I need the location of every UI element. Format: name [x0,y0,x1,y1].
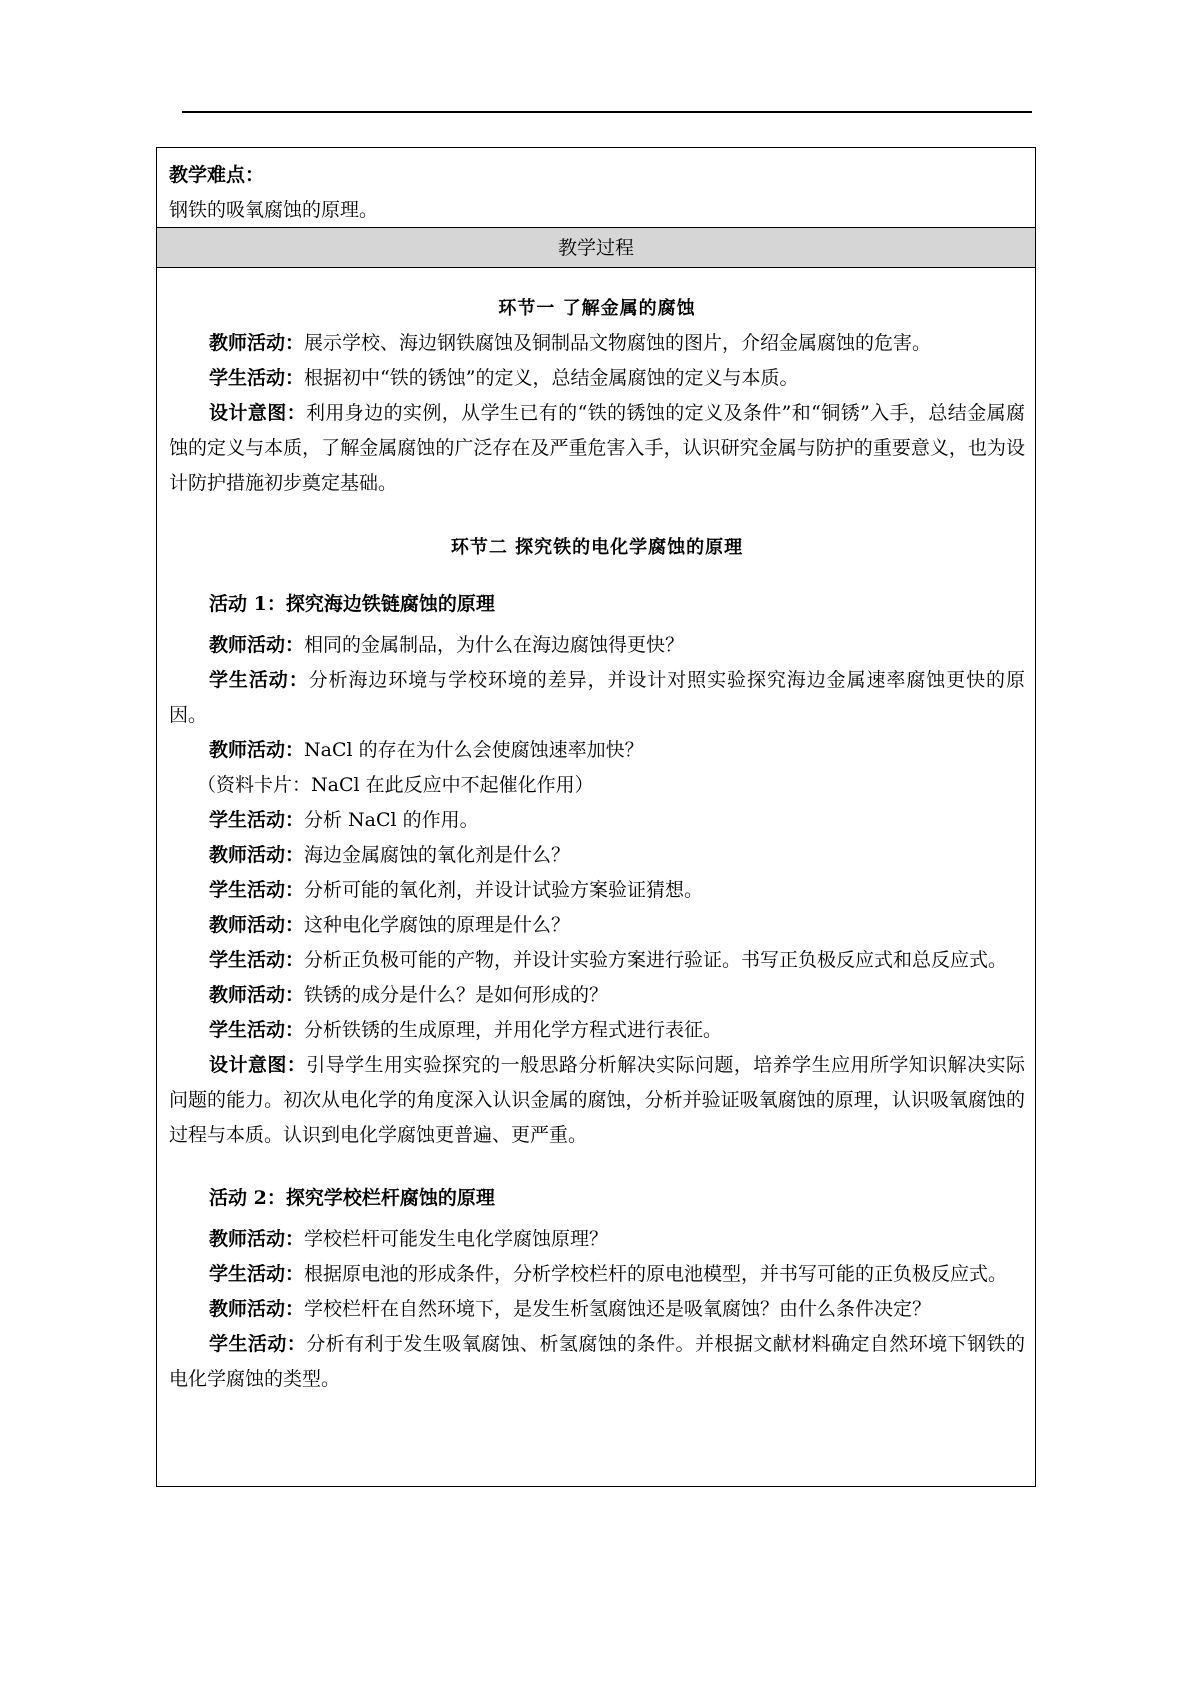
activity1-item: 学生活动：分析海边环境与学校环境的差异，并设计对照实验探究海边金属速率腐蚀更快的原因。 [169,669,1025,726]
process-header: 教学过程 [157,228,1035,268]
activity1-design: 设计意图：引导学生用实验探究的一般思路分析解决实际问题，培养学生应用所学知识解决实际问题的能力。初次从电化学的角度深入认识金属的腐蚀，分析并验证吸氧腐蚀的原理，认识吸氧腐蚀的过程与本质。认识到电化学腐蚀更普遍、更严重。 [169,1054,1025,1146]
activity1-title: 活动 1：探究海边铁链腐蚀的原理 [209,593,495,615]
activity2-item: 教师活动：学校栏杆在自然环境下，是发生析氢腐蚀还是吸氧腐蚀？由什么条件决定？ [209,1298,932,1320]
activity2-item: 学生活动：根据原电池的形成条件，分析学校栏杆的原电池模型，并书写可能的正负极反应式。 [209,1263,1008,1285]
section1-design: 设计意图：利用身边的实例，从学生已有的“铁的锈蚀的定义及条件”和“铜锈”入手，总结金属腐蚀的定义与本质，了解金属腐蚀的广泛存在及严重危害入手，认识研究金属与防护的重要意义，也为设计防护措施初步奠定基础。 [169,402,1025,494]
difficulty-row [157,148,1035,228]
section1-student: 学生活动：根据初中“铁的锈蚀”的定义，总结金属腐蚀的定义与本质。 [209,367,799,389]
activity2-item: 学生活动：分析有利于发生吸氧腐蚀、析氢腐蚀的条件。并根据文献材料确定自然环境下钢铁的电化学腐蚀的类型。 [169,1333,1025,1390]
activity1-item: 学生活动：分析正负极可能的产物，并设计实验方案进行验证。书写正负极反应式和总反应式。 [209,949,1008,971]
activity1-item: 学生活动：分析可能的氧化剂，并设计试验方案验证猜想。 [209,879,704,901]
activity2-item: 教师活动：学校栏杆可能发生电化学腐蚀原理？ [209,1228,609,1250]
activity1-item: 教师活动：相同的金属制品，为什么在海边腐蚀得更快？ [209,634,685,656]
difficulty-text: 钢铁的吸氧腐蚀的原理。 [169,199,379,221]
section2-title: 环节二 探究铁的电化学腐蚀的原理 [450,537,744,558]
section1-title: 环节一 了解金属的腐蚀 [498,298,696,319]
activity1-item: 教师活动：海边金属腐蚀的氧化剂是什么？ [209,844,571,866]
activity1-item: 学生活动：分析铁锈的生成原理，并用化学方程式进行表征。 [209,1019,723,1041]
header-rule [182,111,1032,113]
activity1-item: 学生活动：分析 NaCl 的作用。 [209,809,479,831]
lesson-plan-table [156,147,1036,1487]
activity1-item: 教师活动：NaCl 的存在为什么会使腐蚀速率加快？ [209,739,644,761]
difficulty-label: 教学难点： [169,164,265,186]
info-card-note: （资料卡片：NaCl 在此反应中不起催化作用） [197,774,594,796]
activity1-item: 教师活动：铁锈的成分是什么？是如何形成的？ [209,984,609,1006]
process-content [157,268,1035,1486]
activity1-item: 教师活动：这种电化学腐蚀的原理是什么？ [209,914,571,936]
activity2-title: 活动 2：探究学校栏杆腐蚀的原理 [209,1187,495,1209]
section1-teacher: 教师活动：展示学校、海边钢铁腐蚀及铜制品文物腐蚀的图片，介绍金属腐蚀的危害。 [209,332,932,354]
